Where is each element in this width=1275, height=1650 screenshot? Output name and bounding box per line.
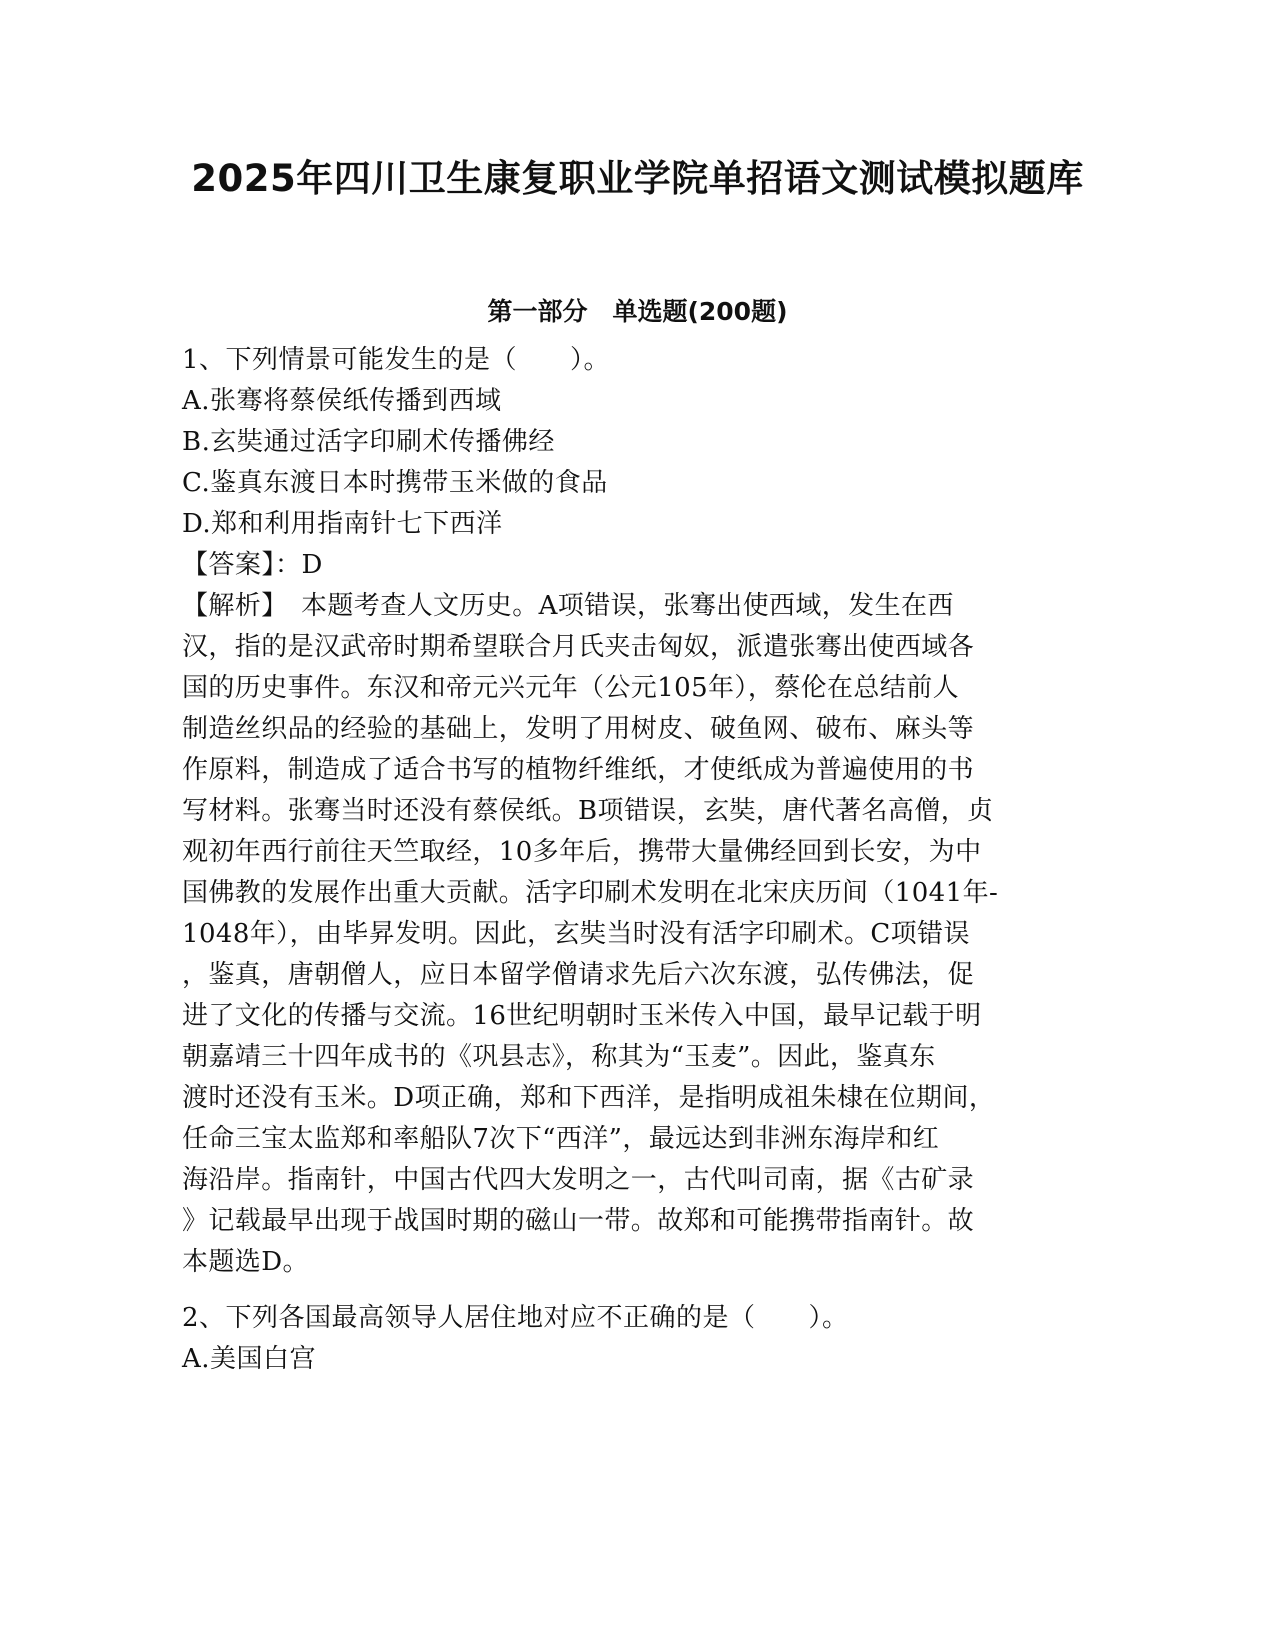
explanation-line: 》记载最早出现于战国时期的磁山一带。故郑和可能携带指南针。故 xyxy=(182,1206,975,1236)
explanation-line: 汉，指的是汉武帝时期希望联合月氏夹击匈奴，派遣张骞出使西域各 xyxy=(182,632,975,662)
document-title: 2025年四川卫生康复职业学院单招语文测试模拟题库 xyxy=(191,157,1084,200)
explanation-line: 进了文化的传播与交流。16世纪明朝时玉米传入中国，最早记载于明 xyxy=(182,1001,982,1031)
answer-line: 【答案】：D xyxy=(182,550,323,580)
question-gap xyxy=(182,1283,1082,1298)
option-c: C.鉴真东渡日本时携带玉米做的食品 xyxy=(182,468,608,498)
explanation-line: 渡时还没有玉米。D项正确，郑和下西洋，是指明成祖朱棣在位期间， xyxy=(182,1083,996,1113)
explanation-line: 任命三宝太监郑和率船队7次下“西洋”，最远达到非洲东海岸和红 xyxy=(182,1124,940,1154)
explanation xyxy=(182,586,1082,1283)
question-2 xyxy=(182,1298,1082,1380)
option-a: A.美国白宫 xyxy=(182,1344,317,1374)
explanation-line: 朝嘉靖三十四年成书的《巩县志》，称其为“玉麦”。因此，鉴真东 xyxy=(182,1042,936,1072)
explanation-line: 观初年西行前往天竺取经，10多年后，携带大量佛经回到长安，为中 xyxy=(182,837,982,867)
question-stem: 2、下列各国最高领导人居住地对应不正确的是（ ）。 xyxy=(182,1303,849,1333)
question-list xyxy=(182,340,1082,1380)
explanation-line: 【解析】 本题考查人文历史。A项错误，张骞出使西域，发生在西 xyxy=(182,591,954,621)
explanation-line: ，鉴真，唐朝僧人，应日本留学僧请求先后六次东渡，弘传佛法，促 xyxy=(182,960,975,990)
explanation-line: 国佛教的发展作出重大贡献。活字印刷术发明在北宋庆历间（1041年- xyxy=(182,878,999,908)
explanation-line: 写材料。张骞当时还没有蔡侯纸。B项错误，玄奘，唐代著名高僧，贞 xyxy=(182,796,994,826)
explanation-line: 国的历史事件。东汉和帝元兴元年（公元105年），蔡伦在总结前人 xyxy=(182,673,960,703)
option-a: A.张骞将蔡侯纸传播到西域 xyxy=(182,386,502,416)
explanation-line: 作原料，制造成了适合书写的植物纤维纸，才使纸成为普遍使用的书 xyxy=(182,755,975,785)
question-1 xyxy=(182,340,1082,1283)
option-b: B.玄奘通过活字印刷术传播佛经 xyxy=(182,427,555,457)
option-d: D.郑和利用指南针七下西洋 xyxy=(182,509,503,539)
section-heading: 第一部分 单选题(200题) xyxy=(487,297,788,326)
explanation-line: 本题选D。 xyxy=(182,1247,309,1277)
question-stem: 1、下列情景可能发生的是（ ）。 xyxy=(182,345,611,375)
explanation-line: 制造丝织品的经验的基础上，发明了用树皮、破鱼网、破布、麻头等 xyxy=(182,714,975,744)
explanation-line: 海沿岸。指南针，中国古代四大发明之一，古代叫司南，据《古矿录 xyxy=(182,1165,975,1195)
explanation-line: 1048年），由毕昇发明。因此，玄奘当时没有活字印刷术。C项错误 xyxy=(182,919,970,949)
